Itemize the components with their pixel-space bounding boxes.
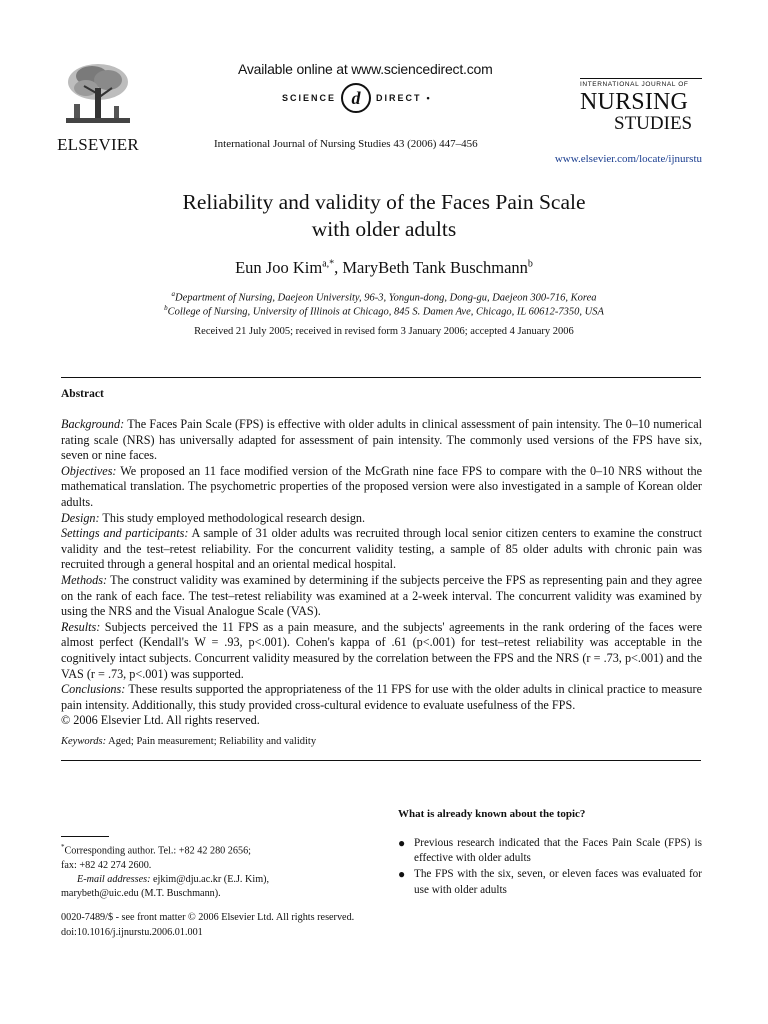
sciencedirect-left: SCIENCE <box>282 93 337 103</box>
settings-label: Settings and participants: <box>61 526 189 541</box>
affiliation-a-sup: a <box>171 290 175 298</box>
journal-logo-nursing: NURSING <box>580 89 689 115</box>
affiliation-a-text: Department of Nursing, Daejeon University, 96-3, Yongun-dong, Dong-gu, Daejeon 300-716, Korea <box>174 292 597 304</box>
author-1: Eun Joo Kim <box>235 258 323 277</box>
issn-block <box>61 910 354 940</box>
email-label: E-mail addresses: <box>77 873 151 885</box>
results-text: Subjects perceived the 11 FPS as a pain measure, and the subjects' agreements in the rank ordering of the faces were almost perfect (Kendall's W = .93, p<.001). Cohen's kappa of .61 (p<.001) for test–retest reliability was acceptable in the cognitively intact subjects. Concurrent validity measured by the correlation between the FPS and the NRS (r = .73, p<.001) and the VAS (r = .73, p<.001) was supported. <box>61 619 702 681</box>
footnote-fax: fax: +82 42 274 2600. <box>61 859 152 871</box>
received-dates: Received 21 July 2005; received in revised form 3 January 2006; accepted 4 January 2006 <box>194 326 574 337</box>
known-item-text: Previous research indicated that the Faces Pain Scale (FPS) is effective with older adults <box>414 837 702 865</box>
abstract-objectives <box>61 464 702 511</box>
elsevier-logo <box>56 60 140 160</box>
elsevier-tree-icon <box>62 60 134 132</box>
author-separator: , <box>334 258 343 277</box>
journal-logo-top: INTERNATIONAL JOURNAL OF <box>580 78 702 88</box>
email-2[interactable]: marybeth@uic.edu (M.T. Buschmann). <box>61 888 221 899</box>
sciencedirect-at-icon: d <box>341 83 371 113</box>
footnote-email-line <box>61 873 331 887</box>
keywords-text: Aged; Pain measurement; Reliability and validity <box>106 736 317 747</box>
footnote-rule <box>61 836 109 837</box>
affiliation-b-text: College of Nursing, University of Illinois at Chicago, 845 S. Damen Ave, Chicago, IL 60612-7350, USA <box>167 306 604 318</box>
abstract-background <box>61 417 702 464</box>
abstract-conclusions <box>61 682 702 713</box>
footnote-corresponding <box>61 840 331 859</box>
journal-url-link[interactable]: www.elsevier.com/locate/ijnurstu <box>554 153 702 165</box>
issn-line: 0020-7489/$ - see front matter © 2006 Elsevier Ltd. All rights reserved. <box>61 912 355 923</box>
abstract-heading: Abstract <box>61 388 104 400</box>
doi-line[interactable]: doi:10.1016/j.ijnurstu.2006.01.001 <box>61 927 203 938</box>
known-list <box>398 836 702 899</box>
author-list <box>0 258 768 278</box>
objectives-text: We proposed an 11 face modified version of the McGrath nine face FPS to compare with the 0–10 NRS without the mathematical translation. The psychometric properties of the proposed version were also investigated in a sample of Korean older adults. <box>61 463 702 509</box>
footnote <box>61 840 331 901</box>
design-label: Design: <box>61 510 100 525</box>
list-item <box>398 867 702 897</box>
journal-logo-studies: STUDIES <box>614 113 693 134</box>
divider-bottom <box>61 760 701 761</box>
affiliation-b <box>0 304 768 318</box>
results-label: Results: <box>61 619 101 634</box>
bullet-icon: ● <box>398 836 406 850</box>
title-line-2: with older adults <box>311 217 457 241</box>
affiliation-b-sup: b <box>164 304 168 312</box>
title-line-1: Reliability and validity of the Faces Pain Scale <box>182 190 586 214</box>
abstract-copyright: © 2006 Elsevier Ltd. All rights reserved. <box>61 713 260 728</box>
footnote-sup: * <box>61 843 65 851</box>
email-1[interactable]: ejkim@dju.ac.kr (E.J. Kim), <box>150 873 270 885</box>
available-online-text[interactable]: Available online at www.sciencedirect.com <box>238 61 493 77</box>
known-heading: What is already known about the topic? <box>398 808 586 820</box>
article-title <box>0 189 768 243</box>
publisher-name: ELSEVIER <box>57 135 139 154</box>
corresponding-text: Corresponding author. Tel.: +82 42 280 2656; <box>64 845 252 857</box>
sciencedirect-right: DIRECT <box>376 93 422 103</box>
keywords-label: Keywords: <box>61 736 107 747</box>
author-1-sup[interactable]: a,* <box>322 258 335 270</box>
known-item-text: The FPS with the six, seven, or eleven faces was evaluated for use with older adults <box>414 868 702 896</box>
design-text: This study employed methodological research design. <box>99 510 366 525</box>
conclusions-label: Conclusions: <box>61 682 126 697</box>
abstract-results <box>61 620 702 682</box>
methods-label: Methods: <box>61 572 108 587</box>
objectives-label: Objectives: <box>61 463 117 478</box>
conclusions-text: These results supported the appropriateness of the 11 FPS for use with the older adults in clinical practice to measure pain intensity. Additionally, this study provided cross-cultural evidence to evaluate usefulness of the FPS. <box>61 682 702 712</box>
abstract-design <box>61 511 702 527</box>
divider-top <box>61 377 701 378</box>
background-text: The Faces Pain Scale (FPS) is effective with older adults in clinical assessment of pain intensity. The 0–10 numerical rating scale (NRS) has universally adapted for assessment of pain intensity. The commonly used versions of the FPS have six, seven or nine faces. <box>61 417 702 463</box>
abstract-body <box>61 417 702 729</box>
affiliation-a <box>0 290 768 304</box>
sciencedirect-logo[interactable] <box>282 83 432 113</box>
abstract-settings <box>61 526 702 573</box>
methods-text: The construct validity was examined by determining if the subjects perceive the FPS as representing pain and they agree on the rank of each face. The test–retest reliability was examined at a 2-week interval. The concurrent validity was examined by using the NRS and the Visual Analogue Scale (VAS). <box>61 572 702 619</box>
journal-citation: International Journal of Nursing Studies 43 (2006) 447–456 <box>214 138 478 150</box>
keywords <box>61 736 316 747</box>
list-item <box>398 836 702 866</box>
bullet-icon: ● <box>398 867 406 882</box>
sciencedirect-dot-icon: • <box>426 93 432 103</box>
abstract-methods <box>61 573 702 620</box>
background-label: Background: <box>61 417 125 431</box>
settings-text: A sample of 31 older adults was recruited through local senior citizen centers to examine the construct validity and the test–retest reliability. For the concurrent validity testing, a sample of 85 older adults with chronic pain was recruited through a general hospital and an oriental medical hospital. <box>61 526 702 572</box>
author-2: MaryBeth Tank Buschmann <box>342 258 528 277</box>
author-2-sup[interactable]: b <box>527 258 533 270</box>
journal-logo <box>580 78 702 134</box>
